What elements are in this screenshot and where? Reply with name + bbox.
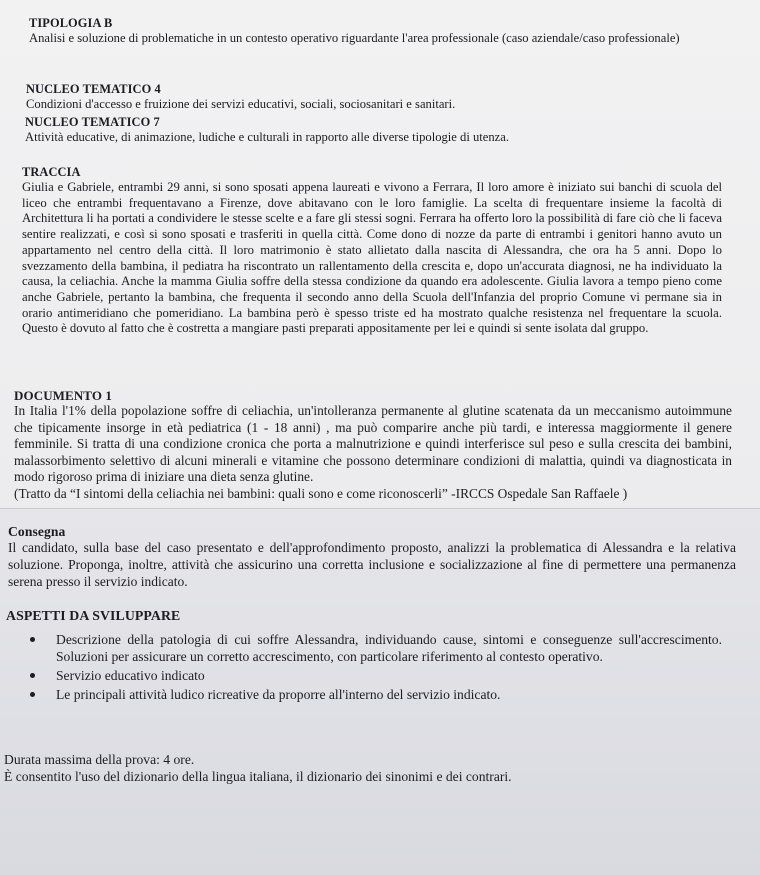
list-item xyxy=(6,631,722,665)
list-item xyxy=(6,686,722,703)
documento-1-heading: DOCUMENTO 1 xyxy=(14,388,113,403)
documento-1-text: In Italia l'1% della popolazione soffre di celiachia, un'intolleranza permanente al glutine scatenata da un meccanismo autoimmune che tipicamente insorge in età pediatrica (1 - 18 anni) , ma può comparire anche più tardi, e interessa maggiormente il genere femminile. Si tratta di una condizione cronica che porta a malnutrizione e quindi interferisce sul peso e sulla crescita dei bambini, malassorbimento selettivo di alcuni minerali e vitamine che possono determinare condizioni di malattia, quindi va diagnosticata in modo rigoroso prima di iniziare una dieta senza glutine. xyxy=(14,403,732,484)
section-aspetti xyxy=(6,608,746,705)
dizionario-text: È consentito l'uso del dizionario della lingua italiana, il dizionario dei sinonimi e dei contrari. xyxy=(4,768,512,784)
list-item-text: Descrizione della patologia di cui soffre Alessandra, individuando cause, sintomi e conseguenze sull'accrescimento. Soluzioni per assicurare un corretto accrescimento, con particolare riferimento al contesto operativo. xyxy=(56,632,722,664)
bullet-icon xyxy=(30,673,35,678)
list-item-text: Servizio educativo indicato xyxy=(56,668,205,683)
traccia-heading: TRACCIA xyxy=(22,165,81,179)
consegna-text: Il candidato, sulla base del caso presentato e dell'approfondimento proposto, analizzi la problematica di Alessandra e la relativa soluzione. Proponga, inoltre, attività che assicurino una corretta inclusione e socializzazione al fine di permettere una permanenza serena presso il servizio indicato. xyxy=(8,540,736,589)
consegna-heading: Consegna xyxy=(8,524,66,539)
aspetti-heading: ASPETTI DA SVILUPPARE xyxy=(6,608,181,623)
section-nucleo-7 xyxy=(25,115,715,145)
section-footer xyxy=(4,752,744,785)
section-tipologia xyxy=(29,16,719,46)
section-documento-1 xyxy=(14,388,732,502)
section-consegna xyxy=(8,524,736,590)
nucleo-7-text: Attività educative, di animazione, ludiche e culturali in rapporto alle diverse tipologie di utenza. xyxy=(25,130,509,144)
bullet-icon xyxy=(30,637,35,642)
section-traccia xyxy=(22,165,722,337)
nucleo-4-heading: NUCLEO TEMATICO 4 xyxy=(26,82,161,96)
bullet-icon xyxy=(30,692,35,697)
traccia-text: Giulia e Gabriele, entrambi 29 anni, si sono sposati appena laureati e vivono a Ferrara, Il loro amore è iniziato sui banchi di scuola del liceo che entrambi frequentavano a Firenze, dove abitavano con le loro famiglie. La scelta di frequentare insieme la facoltà di Architettura li ha portati a condividere le stesse scelte e a fare gli stessi sogni. Ferrara ha offerto loro la possibilità di fare ciò che li faceva sentire realizzati, e così si sono sposati e trasferiti in quella città. Come dono di nozze da parte di entrambi i genitori hanno avuto un appartamento nel centro della città. Il loro matrimonio è stato allietato dalla nascita di Alessandra, che ora ha 5 anni. Dopo lo svezzamento della bambina, il pediatra ha riscontrato un rallentamento della crescita e, dopo un'accurata diagnosi, ne ha individuato la causa, la celiachia. Anche la mamma Giulia soffre della stessa condizione da quando era adolescente. Giulia lavora a tempo pieno come anche Gabriele, pertanto la bambina, che frequenta il secondo anno della Scuola dell'Infanzia del proprio Comune vi permane sia in orario antimeridiano che pomeridiano. La bambina però è spesso triste ed ha mostrato qualche resistenza nel frequentare la scuola. Questo è dovuto al fatto che è costretta a mangiare pasti preparati appositamente per lei e quindi si sente isolata dal gruppo. xyxy=(22,180,722,336)
list-item xyxy=(6,667,722,684)
durata-text: Durata massima della prova: 4 ore. xyxy=(4,752,195,767)
tipologia-heading: TIPOLOGIA B xyxy=(29,16,113,30)
documento-1-source: (Tratto da “I sintomi della celiachia nei bambini: quali sono e come riconoscerli” -IRCCS Ospedale San Raffaele ) xyxy=(14,485,628,501)
section-nucleo-4 xyxy=(26,82,716,112)
aspetti-list xyxy=(6,631,746,703)
list-item-text: Le principali attività ludico ricreative da proporre all'interno del servizio indicato. xyxy=(56,687,501,702)
nucleo-7-heading: NUCLEO TEMATICO 7 xyxy=(25,115,160,129)
tipologia-text: Analisi e soluzione di problematiche in un contesto operativo riguardante l'area professionale (caso aziendale/caso professionale) xyxy=(29,31,680,45)
nucleo-4-text: Condizioni d'accesso e fruizione dei servizi educativi, sociali, sociosanitari e sanitari. xyxy=(26,97,456,111)
